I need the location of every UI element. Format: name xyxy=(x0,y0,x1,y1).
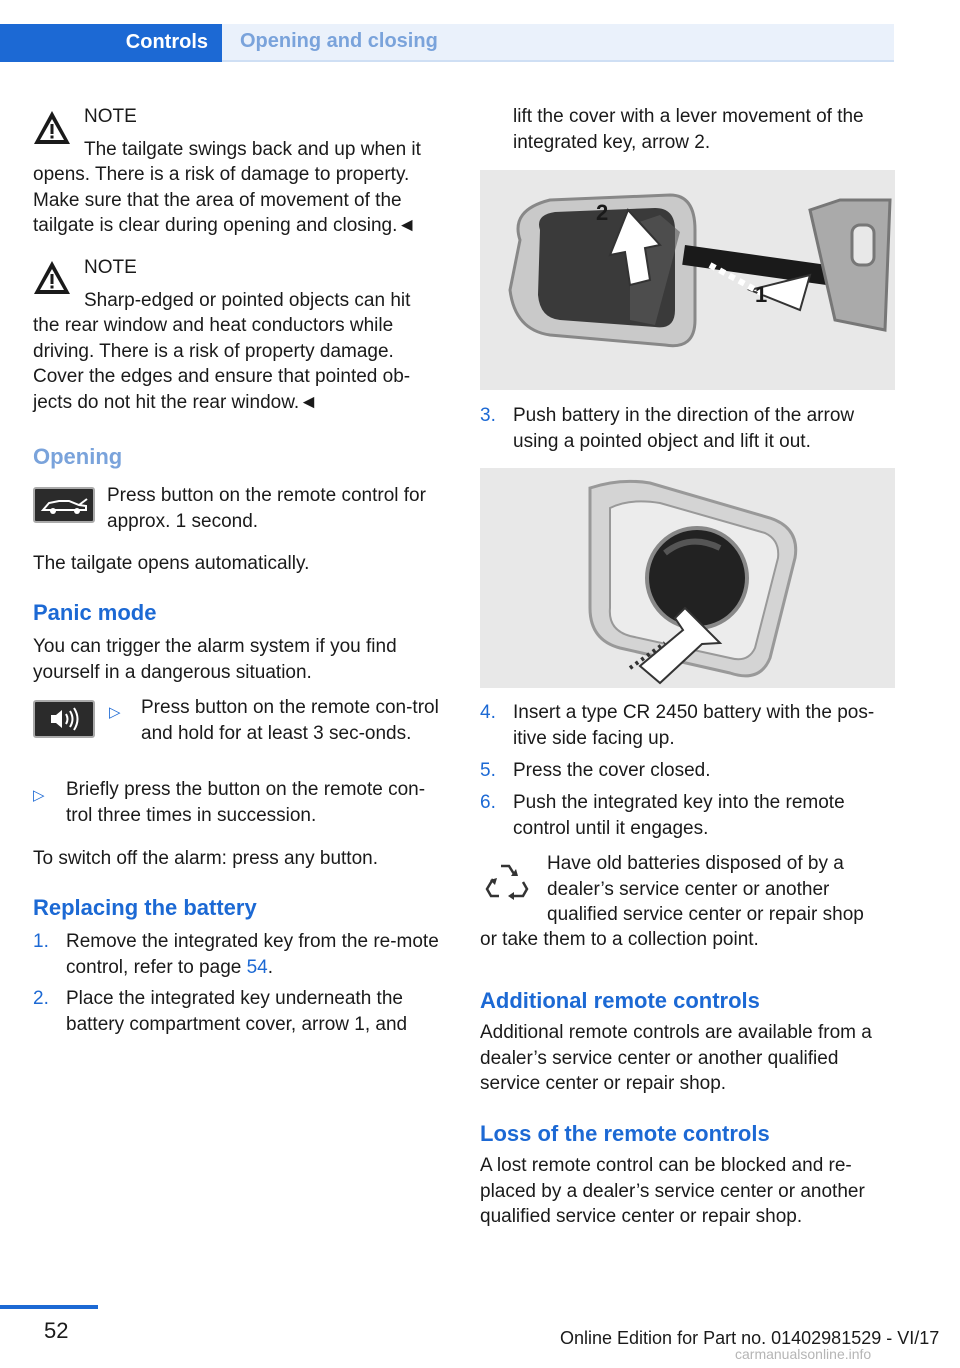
additional-heading: Additional remote controls xyxy=(480,988,760,1013)
step-5-text: Press the cover closed. xyxy=(513,760,711,781)
panic-bullet-2: Briefly press the button on the remote con-trol three times in succession. xyxy=(66,779,426,826)
step-6-text: Push the integrated key into the remote control until it engages. xyxy=(513,792,845,839)
panic-text: You can trigger the alarm system if you find yourself in a dangerous situation. xyxy=(33,636,397,683)
page-link[interactable]: 54 xyxy=(246,956,268,978)
arrow-2-label: 2 xyxy=(596,200,609,225)
opening-heading: Opening xyxy=(33,444,123,469)
step-4-text: Insert a type CR 2450 battery with the pos-itive side facing up. xyxy=(513,702,875,749)
edition-text: Online Edition for Part no. 01402981529 - VI/17 xyxy=(560,1328,940,1348)
tailgate-button-icon xyxy=(33,487,95,523)
bullet-triangle-icon: ▷ xyxy=(33,787,45,804)
step-1-text xyxy=(66,929,446,980)
loss-text: A lost remote control can be blocked and re-placed by a dealer’s service center or another qualified service center or repair shop. xyxy=(480,1155,865,1227)
arrow-1-label: 1 xyxy=(755,282,768,307)
page-number: 52 xyxy=(44,1318,69,1343)
recycle-icon xyxy=(483,858,531,906)
step-number: 4. xyxy=(480,702,496,723)
step-number: 3. xyxy=(480,405,496,426)
recycle-text-end: or take them to a collection point. xyxy=(480,929,759,950)
header-tab-controls[interactable]: Controls xyxy=(0,24,222,62)
panic-heading: Panic mode xyxy=(33,600,157,625)
loss-heading: Loss of the remote controls xyxy=(480,1121,770,1146)
step-number: 6. xyxy=(480,792,496,813)
alarm-off-text: To switch off the alarm: press any button. xyxy=(33,848,378,869)
header-tab-opening-closing[interactable]: Opening and closing xyxy=(222,24,894,62)
note2-first-line: Sharp-edged or pointed objects can hit xyxy=(84,290,411,311)
warning-icon xyxy=(32,258,72,298)
footer-rule xyxy=(0,1305,98,1309)
opening-text: Press button on the remote control for approx. 1 second. xyxy=(107,485,426,532)
recycle-text: Have old batteries disposed of by a dealer’s service center or another qualified service center or repair shop xyxy=(547,853,864,925)
note1-first-line: The tailgate swings back and up when it xyxy=(84,139,421,160)
step-number: 2. xyxy=(33,988,49,1009)
bullet-triangle-icon: ▷ xyxy=(109,704,121,721)
panic-bullet-1: Press button on the remote con-trol and hold for at least 3 sec-onds. xyxy=(141,697,439,744)
note1-label: NOTE xyxy=(84,106,137,127)
key-fob-illustration xyxy=(480,170,895,390)
warning-icon xyxy=(32,108,72,148)
battery-heading: Replacing the battery xyxy=(33,895,257,920)
panic-button-icon xyxy=(33,700,95,738)
step-1-body: Remove the integrated key from the re-mote control, refer to page xyxy=(66,931,439,978)
additional-text: Additional remote controls are available from a dealer’s service center or another qualified service center or repair shop. xyxy=(480,1022,872,1094)
opening-result: The tailgate opens automatically. xyxy=(33,553,310,574)
watermark: carmanualsonline.info xyxy=(735,1346,872,1362)
step-number: 1. xyxy=(33,931,49,952)
note2-text: the rear window and heat conductors while driving. There is a risk of property damage. Cover the edges and ensure that pointed ob-jects do not hit the rear window.◄ xyxy=(33,315,411,413)
step-1-period: . xyxy=(267,956,274,978)
note2-label: NOTE xyxy=(84,257,137,278)
note1-text: opens. There is a risk of damage to property. Make sure that the area of movement of the tailgate is clear during opening and closing.◄ xyxy=(33,164,417,236)
step-2-text: Place the integrated key underneath the battery compartment cover, arrow 1, and xyxy=(66,988,408,1035)
step-2-continued: lift the cover with a lever movement of the integrated key, arrow 2. xyxy=(513,106,864,153)
step-3-text: Push battery in the direction of the arrow using a pointed object and lift it out. xyxy=(513,405,855,452)
step-number: 5. xyxy=(480,760,496,781)
battery-illustration xyxy=(480,468,895,688)
